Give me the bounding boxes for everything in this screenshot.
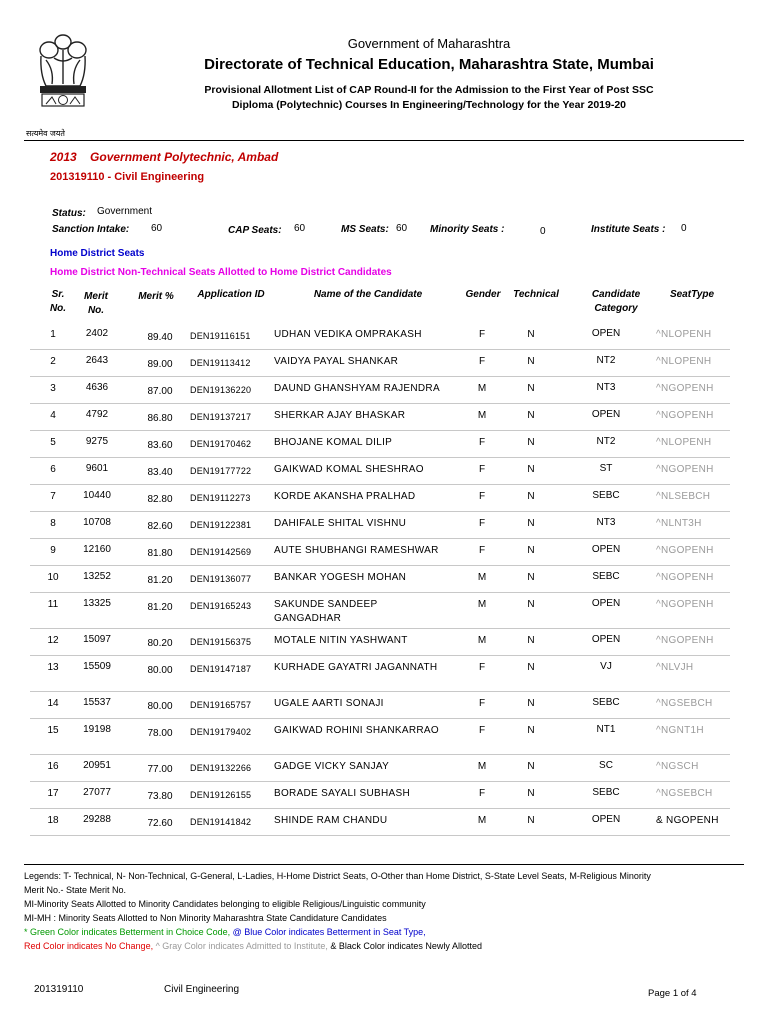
cell-technical: N <box>527 698 535 709</box>
cell-seat-type: ^NGOPENH <box>656 635 714 646</box>
cell-candidate-name: GADGE VICKY SANJAY <box>274 761 390 772</box>
emblem-motto: सत्यमेव जयते <box>26 129 65 138</box>
cell-candidate-category: NT1 <box>596 724 616 735</box>
status-label: Status: <box>52 208 86 219</box>
table-row <box>0 322 768 349</box>
cell-candidate-category: SEBC <box>592 787 620 798</box>
footer-course-name: Civil Engineering <box>164 984 240 995</box>
ms-seats-value: 60 <box>396 223 408 234</box>
cell-sr-no: 12 <box>47 635 59 646</box>
course-heading: 201319110 - Civil Engineering <box>50 171 205 183</box>
footer-divider <box>24 864 744 865</box>
cell-merit-percent: 86.80 <box>147 413 173 424</box>
cell-candidate-name: UDHAN VEDIKA OMPRAKASH <box>274 329 422 340</box>
home-district-seats-heading: Home District Seats <box>50 248 145 259</box>
cell-candidate-category: NT2 <box>596 436 616 447</box>
cell-gender: F <box>478 437 486 448</box>
cell-gender: F <box>478 788 486 799</box>
cell-merit-percent: 80.00 <box>147 701 173 712</box>
header-divider <box>24 140 744 141</box>
cell-sr-no: 15 <box>47 725 59 736</box>
cell-seat-type: ^NGOPENH <box>656 383 714 394</box>
sanction-intake-value: 60 <box>151 223 163 234</box>
cell-candidate-category: ST <box>599 463 613 474</box>
cell-application-id: DEN19132266 <box>190 763 252 773</box>
cell-gender: F <box>478 356 486 367</box>
cell-gender: M <box>477 572 487 583</box>
cell-candidate-name: SAKUNDE SANDEEP GANGADHAR <box>274 599 378 624</box>
cell-application-id: DEN19165243 <box>190 601 252 611</box>
cap-seats-value: 60 <box>294 223 306 234</box>
page-number: Page 1 of 4 <box>648 988 697 999</box>
cell-technical: N <box>527 599 535 610</box>
cell-technical: N <box>527 662 535 673</box>
cell-gender: M <box>477 410 487 421</box>
cell-merit-no: 10440 <box>83 490 111 501</box>
table-row <box>0 565 768 592</box>
cell-technical: N <box>527 815 535 826</box>
cell-merit-percent: 72.60 <box>147 818 173 829</box>
cell-merit-percent: 89.00 <box>147 359 173 370</box>
cell-merit-no: 15509 <box>83 661 111 672</box>
cell-candidate-name: BORADE SAYALI SUBHASH <box>274 788 410 799</box>
cell-sr-no: 9 <box>50 545 56 556</box>
cell-merit-percent: 82.60 <box>147 521 173 532</box>
cell-seat-type: ^NGSEBCH <box>656 788 713 799</box>
cell-gender: F <box>478 662 486 673</box>
cell-technical: N <box>527 410 535 421</box>
cell-sr-no: 5 <box>50 437 56 448</box>
cell-merit-no: 13325 <box>83 598 111 609</box>
cell-technical: N <box>527 725 535 736</box>
cell-candidate-name: BHOJANE KOMAL DILIP <box>274 437 393 448</box>
table-row <box>0 403 768 430</box>
cell-merit-percent: 81.20 <box>147 602 173 613</box>
table-row <box>0 781 768 808</box>
cell-seat-type: ^NGOPENH <box>656 464 714 475</box>
table-row <box>0 718 768 754</box>
cell-sr-no: 17 <box>47 788 59 799</box>
cell-candidate-name: MOTALE NITIN YASHWANT <box>274 635 408 646</box>
cell-merit-no: 12160 <box>83 544 111 555</box>
cell-technical: N <box>527 329 535 340</box>
cell-seat-type: ^NLOPENH <box>656 356 712 367</box>
cell-technical: N <box>527 464 535 475</box>
row-divider <box>30 835 730 836</box>
cell-sr-no: 13 <box>47 662 59 673</box>
cell-candidate-name: DAUND GHANSHYAM RAJENDRA <box>274 383 440 394</box>
cell-candidate-category: SC <box>599 760 613 771</box>
cell-application-id: DEN19137217 <box>190 412 252 422</box>
cell-technical: N <box>527 635 535 646</box>
cell-candidate-name: VAIDYA PAYAL SHANKAR <box>274 356 399 367</box>
table-row <box>0 655 768 691</box>
table-row <box>0 538 768 565</box>
cell-merit-percent: 77.00 <box>147 764 173 775</box>
cell-seat-type: ^NLSEBCH <box>656 491 711 502</box>
government-heading: Government of Maharashtra <box>347 36 511 51</box>
col-header-candidate-name: Name of the Candidate <box>313 289 423 300</box>
cell-application-id: DEN19113412 <box>190 358 251 368</box>
cell-application-id: DEN19112273 <box>190 493 251 503</box>
cell-technical: N <box>527 491 535 502</box>
institute-code: 2013 <box>50 150 77 164</box>
cell-sr-no: 6 <box>50 464 56 475</box>
cell-candidate-name: GAIKWAD ROHINI SHANKARRAO <box>274 725 439 736</box>
cell-seat-type: ^NLOPENH <box>656 437 712 448</box>
cell-application-id: DEN19147187 <box>190 664 252 674</box>
cell-seat-type: ^NGSEBCH <box>656 698 713 709</box>
cell-candidate-category: OPEN <box>591 814 621 825</box>
cell-technical: N <box>527 356 535 367</box>
cell-merit-no: 15097 <box>83 634 111 645</box>
cell-candidate-category: OPEN <box>591 328 621 339</box>
table-row <box>0 511 768 538</box>
cell-candidate-category: OPEN <box>591 409 621 420</box>
cell-merit-no: 19198 <box>83 724 111 735</box>
cell-gender: F <box>478 545 486 556</box>
cell-seat-type: ^NGOPENH <box>656 599 714 610</box>
col-header-merit-pct: Merit % <box>138 291 174 302</box>
cell-seat-type: ^NGOPENH <box>656 410 714 421</box>
col-header-seat-type: SeatType <box>669 289 715 300</box>
cell-candidate-name: KURHADE GAYATRI JAGANNATH <box>274 662 438 673</box>
table-row <box>0 376 768 403</box>
cell-seat-type: ^NLVJH <box>656 662 694 673</box>
cell-merit-no: 10708 <box>83 517 111 528</box>
col-header-gender: Gender <box>465 289 501 300</box>
cell-seat-type: ^NLNT3H <box>656 518 702 529</box>
non-technical-seats-heading: Home District Non-Technical Seats Allotted to Home District Candidates <box>50 267 392 278</box>
cell-merit-percent: 73.80 <box>147 791 173 802</box>
legend-color-key <box>24 925 426 939</box>
legend-red: Red Color indicates No Change, <box>24 941 154 951</box>
cell-seat-type: ^NGNT1H <box>656 725 704 736</box>
cell-candidate-category: SEBC <box>592 697 620 708</box>
cell-merit-no: 2402 <box>85 328 109 339</box>
cell-candidate-category: OPEN <box>591 634 621 645</box>
cell-gender: F <box>478 725 486 736</box>
cell-application-id: DEN19142569 <box>190 547 252 557</box>
cell-candidate-category: SEBC <box>592 490 620 501</box>
cell-merit-no: 29288 <box>83 814 111 825</box>
legend-line: MI-Minority Seats Allotted to Minority Candidates belonging to eligible Religious/Linguistic community <box>24 899 426 909</box>
cell-gender: F <box>478 491 486 502</box>
legend-green: * Green Color indicates Betterment in Choice Code, <box>24 927 231 937</box>
institute-seats-label: Institute Seats : <box>591 224 666 235</box>
legend-blue: @ Blue Color indicates Betterment in Seat Type, <box>230 927 426 937</box>
table-row <box>0 754 768 781</box>
cell-technical: N <box>527 788 535 799</box>
col-header-technical: Technical <box>513 289 559 300</box>
cell-merit-no: 27077 <box>83 787 111 798</box>
cell-seat-type: ^NGSCH <box>656 761 699 772</box>
cell-application-id: DEN19170462 <box>190 439 252 449</box>
cell-application-id: DEN19116151 <box>190 331 251 341</box>
cell-merit-no: 4636 <box>85 382 109 393</box>
cell-gender: M <box>477 815 487 826</box>
cell-sr-no: 11 <box>47 599 59 610</box>
legend-line: Merit No.- State Merit No. <box>24 885 127 895</box>
cell-seat-type: ^NGOPENH <box>656 572 714 583</box>
cell-merit-no: 4792 <box>85 409 109 420</box>
cell-application-id: DEN19156375 <box>190 637 252 647</box>
cell-gender: M <box>477 383 487 394</box>
cell-technical: N <box>527 383 535 394</box>
document-title-line2: Diploma (Polytechnic) Courses In Engineering/Technology for the Year 2019-20 <box>231 99 627 111</box>
cell-candidate-category: NT3 <box>596 517 616 528</box>
document-title-line1: Provisional Allotment List of CAP Round-II for the Admission to the First Year of Post SSC <box>204 84 654 96</box>
cell-gender: F <box>478 518 486 529</box>
cell-sr-no: 3 <box>50 383 56 394</box>
cell-merit-percent: 89.40 <box>147 332 173 343</box>
cell-sr-no: 4 <box>50 410 56 421</box>
table-row <box>0 457 768 484</box>
cell-candidate-category: OPEN <box>591 598 621 609</box>
cell-merit-percent: 80.20 <box>147 638 173 649</box>
cell-technical: N <box>527 437 535 448</box>
legend-line: Legends: T- Technical, N- Non-Technical, G-General, L-Ladies, H-Home District Seats, O-Other than Home District, S-State Level Seats, M-Religious Minority <box>24 871 651 881</box>
status-value: Government <box>97 206 153 217</box>
cell-candidate-name: BANKAR YOGESH MOHAN <box>274 572 407 583</box>
cell-candidate-name: SHERKAR AJAY BHASKAR <box>274 410 406 421</box>
cell-candidate-name: SHINDE RAM CHANDU <box>274 815 388 826</box>
cell-gender: F <box>478 329 486 340</box>
cell-sr-no: 8 <box>50 518 56 529</box>
cell-seat-type: ^NLOPENH <box>656 329 712 340</box>
legend-gray: ^ Gray Color indicates Admitted to Institute, <box>153 941 328 951</box>
cell-technical: N <box>527 518 535 529</box>
cell-merit-percent: 87.00 <box>147 386 173 397</box>
cell-sr-no: 2 <box>50 356 56 367</box>
cell-technical: N <box>527 545 535 556</box>
cell-technical: N <box>527 572 535 583</box>
cell-candidate-name: UGALE AARTI SONAJI <box>274 698 384 709</box>
cell-merit-no: 2643 <box>85 355 109 366</box>
table-row <box>0 484 768 511</box>
cell-gender: M <box>477 761 487 772</box>
cell-candidate-category: OPEN <box>591 544 621 555</box>
cell-seat-type: ^NGOPENH <box>656 545 714 556</box>
cell-merit-percent: 82.80 <box>147 494 173 505</box>
cell-candidate-name: DAHIFALE SHITAL VISHNU <box>274 518 407 529</box>
table-row <box>0 808 768 835</box>
cell-merit-no: 9275 <box>85 436 109 447</box>
col-header-sr-no: Sr. No. <box>49 289 67 314</box>
cell-application-id: DEN19136220 <box>190 385 252 395</box>
cell-application-id: DEN19141842 <box>190 817 252 827</box>
legend-line: MI-MH : Minority Seats Allotted to Non Minority Maharashtra State Candidature Candidates <box>24 913 387 923</box>
legend-black: & Black Color indicates Newly Allotted <box>327 941 482 951</box>
cell-merit-percent: 83.40 <box>147 467 173 478</box>
cell-application-id: DEN19177722 <box>190 466 252 476</box>
table-row <box>0 430 768 457</box>
footer-course-code: 201319110 <box>34 984 84 995</box>
col-header-merit-no: Merit No. <box>84 291 108 316</box>
cell-merit-percent: 81.80 <box>147 548 173 559</box>
cell-seat-type: & NGOPENH <box>656 815 719 826</box>
table-row <box>0 628 768 655</box>
cell-merit-no: 13252 <box>83 571 111 582</box>
table-row <box>0 691 768 718</box>
cell-application-id: DEN19126155 <box>190 790 252 800</box>
cell-sr-no: 14 <box>47 698 59 709</box>
cell-gender: F <box>478 698 486 709</box>
minority-seats-value: 0 <box>540 226 546 237</box>
cell-sr-no: 10 <box>47 572 59 583</box>
table-row <box>0 592 768 628</box>
sanction-intake-label: Sanction Intake: <box>52 224 130 235</box>
cell-merit-percent: 83.60 <box>147 440 173 451</box>
cell-gender: M <box>477 635 487 646</box>
cell-candidate-category: NT2 <box>596 355 616 366</box>
col-header-candidate-category: Candidate Category <box>591 289 641 314</box>
institute-heading <box>50 150 278 164</box>
cell-application-id: DEN19165757 <box>190 700 252 710</box>
institute-seats-value: 0 <box>681 223 687 234</box>
cell-candidate-name: AUTE SHUBHANGI RAMESHWAR <box>274 545 439 556</box>
cell-merit-no: 20951 <box>83 760 111 771</box>
cell-gender: M <box>477 599 487 610</box>
cell-candidate-category: SEBC <box>592 571 620 582</box>
cell-sr-no: 7 <box>50 491 56 502</box>
cell-sr-no: 16 <box>47 761 59 772</box>
cell-gender: F <box>478 464 486 475</box>
cell-technical: N <box>527 761 535 772</box>
minority-seats-label: Minority Seats : <box>430 224 505 235</box>
cell-candidate-category: VJ <box>600 661 612 672</box>
cell-application-id: DEN19179402 <box>190 727 252 737</box>
cell-merit-percent: 78.00 <box>147 728 173 739</box>
legend-color-key <box>24 939 482 953</box>
cell-merit-percent: 80.00 <box>147 665 173 676</box>
cell-application-id: DEN19122381 <box>190 520 252 530</box>
table-row <box>0 349 768 376</box>
cell-merit-no: 9601 <box>85 463 109 474</box>
directorate-heading: Directorate of Technical Education, Maharashtra State, Mumbai <box>204 56 654 73</box>
cell-sr-no: 1 <box>50 329 56 340</box>
col-header-application-id: Application ID <box>197 289 265 300</box>
cell-application-id: DEN19136077 <box>190 574 252 584</box>
cell-candidate-category: NT3 <box>596 382 616 393</box>
institute-name: Government Polytechnic, Ambad <box>90 150 279 164</box>
cell-sr-no: 18 <box>47 815 59 826</box>
cell-merit-no: 15537 <box>83 697 111 708</box>
cell-candidate-name: GAIKWAD KOMAL SHESHRAO <box>274 464 424 475</box>
cell-merit-percent: 81.20 <box>147 575 173 586</box>
cap-seats-label: CAP Seats: <box>228 225 282 236</box>
ms-seats-label: MS Seats: <box>341 224 389 235</box>
cell-candidate-name: KORDE AKANSHA PRALHAD <box>274 491 416 502</box>
